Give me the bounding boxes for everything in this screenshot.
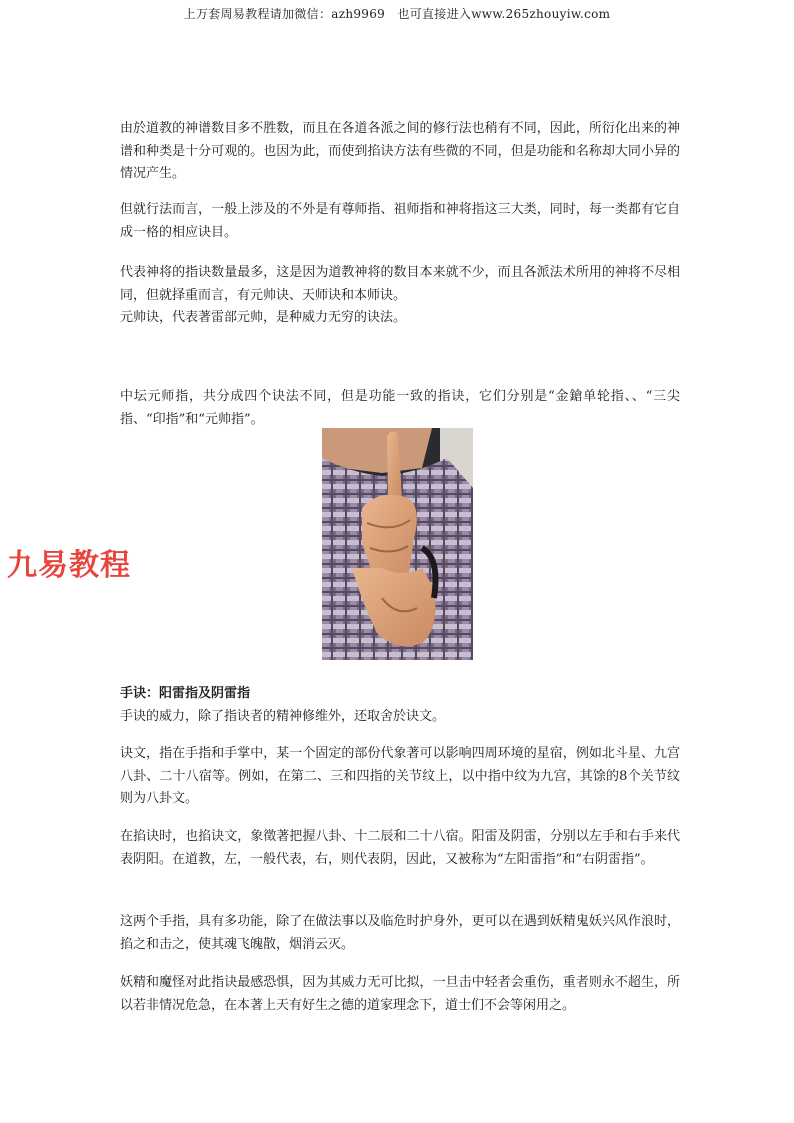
paragraph-marshal-gesture-line: 元帅诀，代表著雷部元帅，是种威力无穷的诀法。: [120, 310, 407, 325]
paragraph-multi-function: 这两个手指，具有多功能，除了在做法事以及临危时护身外，更可以在遇到妖精鬼妖兴风作浪时，掐之和击之，使其魂飞魄散，烟消云灭。: [120, 914, 680, 952]
promo-header: 上万套周易教程请加微信：azh9969 也可直接进入www.265zhouyiw.com: [183, 7, 611, 21]
paragraph-deity-pantheon: 由於道教的神谱数目多不胜数，而且在各道各派之间的修行法也稍有不同，因此，所衍化出来的神谱和种类是十分可观的。也因为此，而使到掐诀方法有些微的不同，但是功能和名称却大同小异的情况产生。: [120, 121, 680, 181]
paragraph-four-gestures: 中坛元师指，共分成四个诀法不同，但是功能一致的指诀，它们分别是“金鎗单轮指、、“三尖指、“印指”和“元帅指”。: [120, 389, 680, 427]
site-watermark: 九易教程: [7, 548, 131, 583]
section-heading: 手诀：阳雷指及阴雷指: [120, 686, 251, 701]
paragraph-gesture-power: 手诀的威力，除了指诀者的精神修维外，还取舍於诀文。: [120, 708, 446, 724]
paragraph-general-gestures-line: 代表神将的指诀数量最多，这是因为道教神将的数目本来就不少，而且各派法术所用的神将不尽相同，但就择重而言，有元帅诀、天师诀和本师诀。: [120, 265, 680, 303]
paragraph-gesture-text: 诀文，指在手指和手掌中，某一个固定的部份代象著可以影响四周环境的星宿，例如北斗星、九宫八卦、二十八宿等。例如，在第二、三和四指的关节纹上，以中指中纹为九宫，其馀的8个关节纹则为八卦文。: [120, 746, 680, 806]
hand-gesture-photo: [322, 428, 473, 660]
paragraph-yin-yang-thunder: 在掐诀时，也掐诀文，象徵著把握八卦、十二辰和二十八宿。阳雷及阴雷，分别以左手和右手来代表阴阳。在道教，左，一般代表，右，则代表阴，因此，又被称为“左阳雷指”和“右阴雷指”。: [120, 829, 680, 867]
paragraph-demons-fear: 妖精和魔怪对此指诀最感恐惧，因为其威力无可比拟，一旦击中轻者会重伤，重者则永不超生，所以若非情况危急，在本著上天有好生之德的道家理念下，道士们不会等闲用之。: [120, 975, 680, 1013]
paragraph-three-categories: 但就行法而言，一般上涉及的不外是有尊师指、祖师指和神将指这三大类，同时，每一类都有它自成一格的相应诀目。: [120, 202, 680, 240]
section-hand-gesture: [120, 683, 680, 728]
paragraph-general-gestures: [120, 262, 680, 330]
